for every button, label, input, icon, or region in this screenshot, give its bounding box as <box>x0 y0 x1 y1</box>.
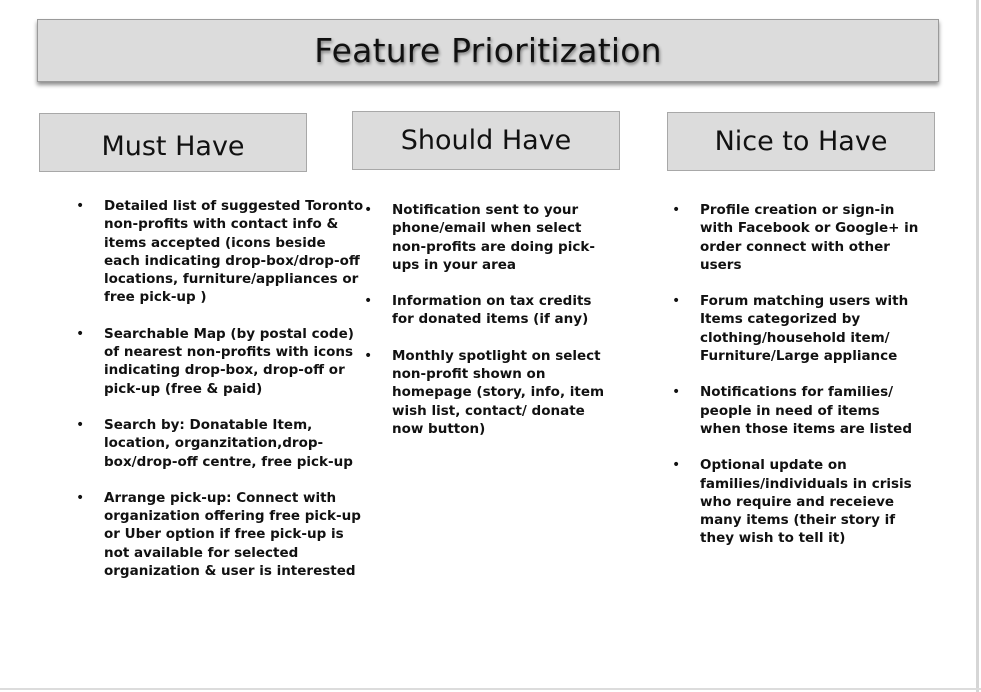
list-item: • Detailed list of suggested Toronto non-profits with contact info & items accepted (icons beside each indicating drop-box/drop-off locations, furniture/appliances or free pick-up ) <box>76 197 366 307</box>
page-edge-right <box>976 0 979 692</box>
list-item: • Forum matching users with Items categorized by clothing/household item/ Furniture/Large appliance <box>672 292 922 365</box>
nice-to-have-header <box>667 112 935 171</box>
list-item: • Notification sent to your phone/email when select non-profits are doing pick-ups in your area <box>364 201 614 274</box>
page-title: Feature Prioritization <box>314 31 662 70</box>
must-have-list <box>76 197 366 598</box>
list-item: • Arrange pick-up: Connect with organization offering free pick-up or Uber option if free pick-up is not available for selected organization & user is interested <box>76 489 366 580</box>
should-have-heading: Should Have <box>400 125 572 156</box>
list-item: • Information on tax credits for donated items (if any) <box>364 292 614 329</box>
list-item: • Profile creation or sign-in with Facebook or Google+ in order connect with other users <box>672 201 922 274</box>
list-item: • Notifications for families/ people in need of items when those items are listed <box>672 383 922 438</box>
list-item: • Search by: Donatable Item, location, organzitation,drop-box/drop-off centre, free pick-up <box>76 416 366 471</box>
page-edge-bottom <box>0 688 981 690</box>
title-banner <box>37 19 939 82</box>
should-have-list <box>364 201 614 456</box>
should-have-header <box>352 111 620 170</box>
nice-to-have-heading: Nice to Have <box>714 126 888 157</box>
must-have-heading: Must Have <box>101 131 245 162</box>
list-item: • Monthly spotlight on select non-profit shown on homepage (story, info, item wish list, contact/ donate now button) <box>364 347 614 438</box>
list-item: • Searchable Map (by postal code) of nearest non-profits with icons indicating drop-box, drop-off or pick-up (free & paid) <box>76 325 366 398</box>
nice-to-have-list <box>672 201 922 566</box>
list-item: • Optional update on families/individuals in crisis who require and receieve many items (their story if they wish to tell it) <box>672 456 922 547</box>
must-have-header <box>39 113 307 172</box>
